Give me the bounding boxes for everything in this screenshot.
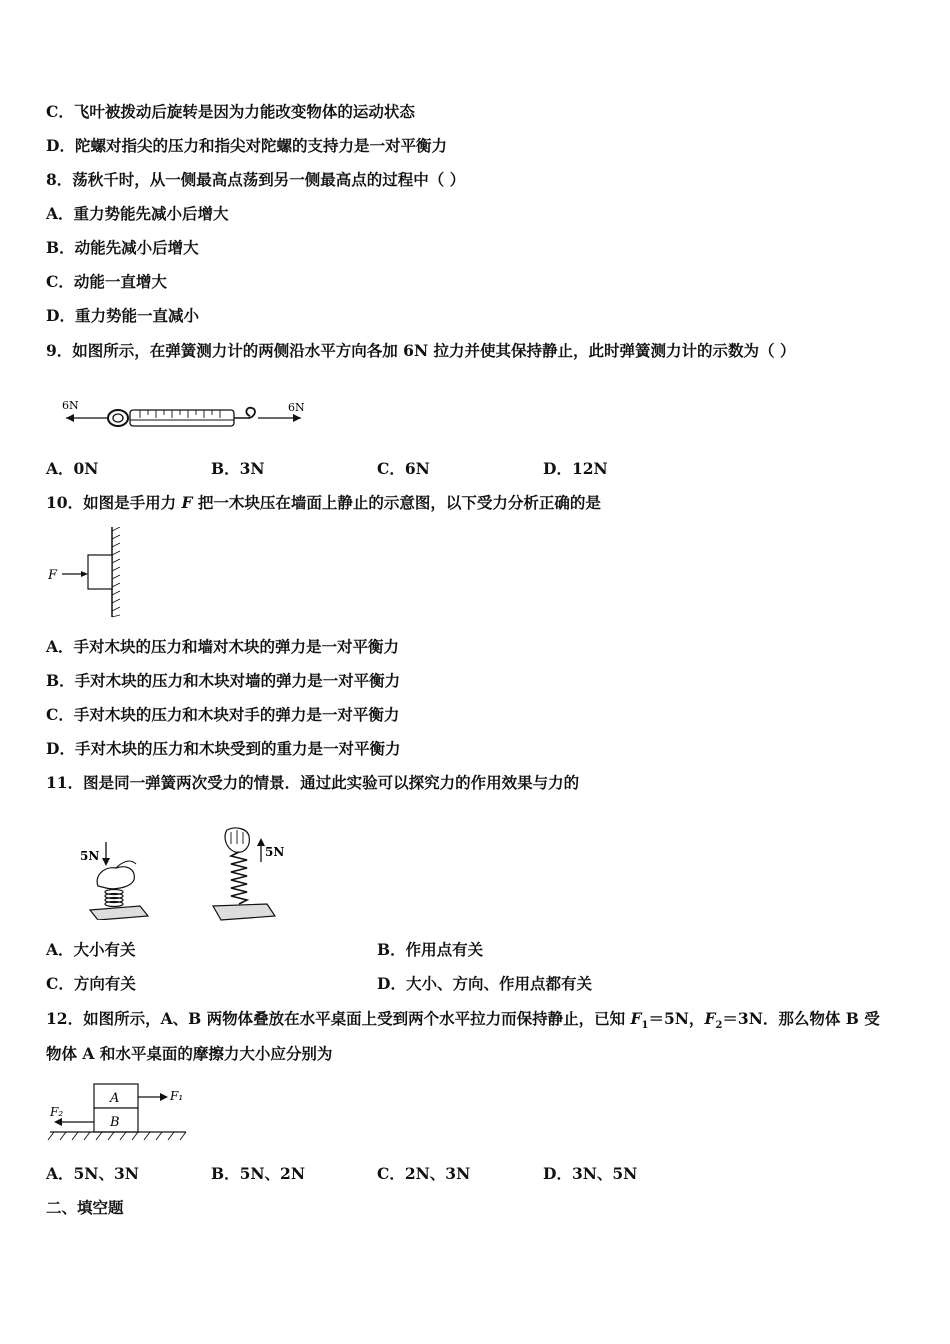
q12-option-c: C．2N、3N	[377, 1164, 471, 1183]
q10-option-c: C．手对木块的压力和木块对手的弹力是一对平衡力	[46, 705, 400, 724]
q11-right-force-label: 5N	[265, 845, 285, 859]
q8-option-a: A．重力势能先减小后增大	[46, 204, 229, 223]
q9-option-b: B．3N	[211, 459, 265, 478]
q8-stem: 8．荡秋千时，从一侧最高点荡到另一侧最高点的过程中（ ）	[46, 170, 466, 189]
q8-option-c: C．动能一直增大	[46, 272, 167, 291]
q10-force-label: F	[48, 568, 58, 583]
q7-option-c: C．飞叶被拨动后旋转是因为力能改变物体的运动状态	[46, 102, 415, 121]
section-title: 二、填空题	[46, 1198, 124, 1217]
q12-stem-line1: 12．如图所示，A、B 两物体叠放在水平桌面上受到两个水平拉力而保持静止，已知 $F_1=5N$，$F_2=3N$．那么物体 B 受	[46, 1009, 880, 1032]
q12-block-b-label: B	[110, 1115, 120, 1130]
q10-wall-block-figure	[46, 527, 136, 619]
q11-option-d: D．大小、方向、作用点都有关	[377, 974, 592, 993]
q10-option-a: A．手对木块的压力和墙对木块的弹力是一对平衡力	[46, 637, 400, 656]
q10-option-b: B．手对木块的压力和木块对墙的弹力是一对平衡力	[46, 671, 401, 690]
q11-option-b: B．作用点有关	[377, 940, 484, 959]
q12-option-a: A．5N、3N	[46, 1164, 139, 1183]
q12-option-d: D．3N、5N	[543, 1164, 638, 1183]
q10-stem: 10．如图是手用力 F 把一木块压在墙面上静止的示意图，以下受力分析正确的是	[46, 493, 601, 512]
q12-stacked-blocks-figure	[46, 1080, 191, 1142]
q11-stem: 11．图是同一弹簧两次受力的情景．通过此实验可以探究力的作用效果与力的	[46, 773, 580, 792]
q8-option-d: D．重力势能一直减小	[46, 306, 199, 325]
q11-option-c: C．方向有关	[46, 974, 136, 993]
q8-option-b: B．动能先减小后增大	[46, 238, 199, 257]
q9-option-a: A．0N	[46, 459, 99, 478]
q12-stem-line2: 物体 A 和水平桌面的摩擦力大小应分别为	[46, 1044, 333, 1063]
q7-option-d: D．陀螺对指尖的压力和指尖对陀螺的支持力是一对平衡力	[46, 136, 447, 155]
q12-block-a-label: A	[110, 1091, 120, 1106]
q11-left-force-label: 5N	[80, 849, 100, 863]
q9-option-c: C．6N	[377, 459, 430, 478]
q11-option-a: A．大小有关	[46, 940, 136, 959]
q12-f2-label: F₂	[50, 1105, 64, 1119]
q9-option-d: D．12N	[543, 459, 608, 478]
q9-spring-scale-figure	[58, 396, 308, 436]
q9-left-force-label: 6N	[62, 399, 79, 412]
q9-right-force-label: 6N	[288, 401, 305, 414]
q11-spring-pull-figure	[205, 826, 285, 922]
q12-f1-label: F₁	[170, 1089, 184, 1103]
q9-stem: 9．如图所示，在弹簧测力计的两侧沿水平方向各加 6N 拉力并使其保持静止，此时弹簧测力计的示数为（ ）	[46, 341, 796, 360]
q10-option-d: D．手对木块的压力和木块受到的重力是一对平衡力	[46, 739, 401, 758]
q11-spring-press-figure	[80, 828, 152, 920]
q12-option-b: B．5N、2N	[211, 1164, 306, 1183]
